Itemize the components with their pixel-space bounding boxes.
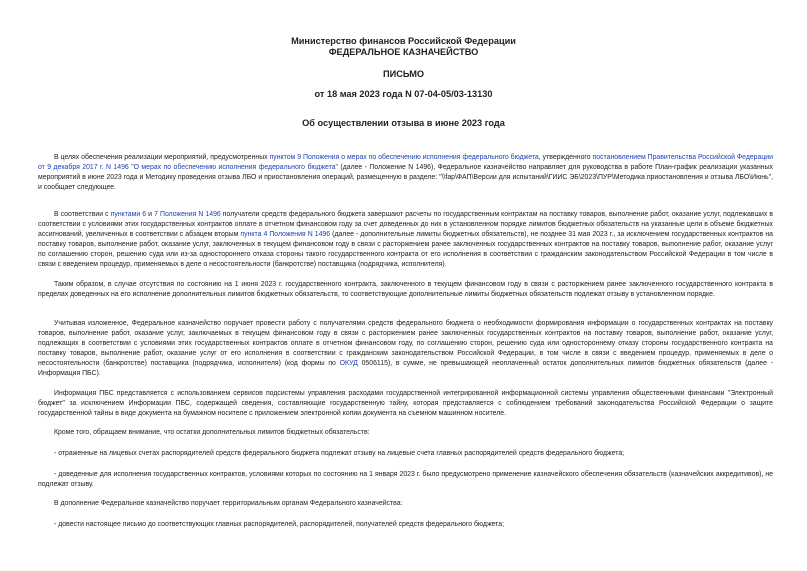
- paragraph: [38, 389, 773, 419]
- paragraph-text: , утвержденного: [538, 154, 593, 161]
- paragraph-text: В дополнение Федеральное казначейство поручает территориальным органам Федерального казначейства:: [54, 500, 403, 507]
- document-subject: Об осуществлении отзыва в июне 2023 года: [302, 118, 505, 128]
- document-link[interactable]: пункта 4 Положения N 1496: [240, 230, 331, 238]
- document-link[interactable]: 7 Положения N 1496: [154, 211, 221, 218]
- document-link[interactable]: ОКУД: [339, 359, 358, 367]
- document-link[interactable]: пунктами 6: [110, 211, 147, 218]
- document-link[interactable]: постановлением Правительства Российской Федерации от 9 декабря 2017 г. N 1496 "О мерах по обеспечению исполнения федерального бюджета": [38, 154, 773, 171]
- paragraph-text: Кроме того, обращаем внимание, что остатки дополнительных лимитов бюджетных обязательств:: [54, 429, 370, 436]
- paragraph-text: (далее - дополнительные лимиты бюджетных обязательств), не позднее 31 мая 2023 г., за исключением государственных контрактов на поставку товаров, выполнение работ, оказание услуг, заключенных в текущем финансовом году в связи с расторжением ранее заключенных государственных контрактов на поставку товаров, выполнение работ, оказание услуг по соглашению сторон, решению суда или из-за одностороннего отказа стороны такого государственного контракта от его исполнения в соответствии с гражданским законодательством Российской Федерации в том числе в связи с введением процедур, применяемых в деле о несостоятельности (банкротстве) поставщика (подрядчика, исполнителя).: [38, 230, 773, 268]
- paragraph-text: 0506115), в сумме, не превышающей неоплаченный остаток дополнительных лимитов бюджетных обязательств (далее - Информация ПБС).: [38, 359, 773, 377]
- paragraph-text: В целях обеспечения реализации мероприятий, предусмотренных: [54, 154, 270, 161]
- document-type: ПИСЬМО: [382, 69, 425, 79]
- paragraph-text: - отраженные на лицевых счетах распорядителей средств федерального бюджета подлежат отзыву на лицевые счета главных распорядителей средств федерального бюджета;: [54, 450, 625, 457]
- paragraph: [38, 319, 773, 378]
- paragraph: [38, 470, 773, 490]
- paragraph-text: Информация ПБС представляется с использованием сервисов подсистемы управления расходами государственной интегрированной информационной системы управления общественными финансами "Электронный бюджет" за исключением Информации ПБС, содержащей сведения, составляющие государственную тайну, которая представляется с соблюдением требований законодательства Российской Федерации о защите государственной тайны в виде документа на бумажном носителе с приложением электронной копии документа на съемном машинном носителе.: [38, 390, 773, 417]
- paragraph-text: Таким образом, в случае отсутствия по состоянию на 1 июня 2023 г. государственного контракта, заключенного в текущем финансовом году в связи с расторжением ранее заключенного государственного контракта в пределах доведенных на его исполнение дополнительных лимитов бюджетных обязательств, то соответствующие дополнительные лимиты бюджетных обязательств подлежат отзыву в установленном порядке.: [38, 281, 773, 298]
- paragraph: [38, 210, 773, 269]
- department-name: ФЕДЕРАЛЬНОЕ КАЗНАЧЕЙСТВО: [328, 47, 479, 57]
- paragraph-text: получатели средств федерального бюджета завершают расчеты по государственным контрактам на поставку товаров, выполнение работ, оказание услуг, подлежавших в соответствии с условиями этих государственных контрактов оплате в отчетном финансовом году за счет доведенных до них в установленном порядке лимитов бюджетных обязательств на указанные цели в объеме бюджетных ассигнований, увеличенных в соответствии с абзацем вторым: [38, 211, 773, 238]
- paragraph: [38, 280, 773, 300]
- paragraph-text: и: [146, 211, 155, 218]
- document-link[interactable]: пунктом 9 Положения о мерах по обеспечению исполнения федерального бюджета: [269, 154, 539, 161]
- paragraph: [38, 499, 773, 509]
- paragraph: [38, 428, 773, 438]
- paragraph-text: - доведенные для исполнения государственных контрактов, условиями которых по состоянию на 1 января 2023 г. было предусмотрено применение казначейского обеспечения обязательств (казначейских аккредитивов), не подлежат отзыву.: [38, 471, 773, 488]
- document-number: от 18 мая 2023 года N 07-04-05/03-13130: [314, 89, 493, 99]
- paragraph-text: В соответствии с: [54, 211, 111, 218]
- paragraph: [38, 153, 773, 193]
- paragraph-text: Учитывая изложенное, Федеральное казначейство поручает провести работу с получателями средств федерального бюджета о необходимости формирования информации о государственных контрактах на поставку товаров, выполнение работ, оказание услуг, заключаемых в текущем финансовом году в связи с расторжением ранее заключенных государственных контрактов на поставку товаров, выполнение работ, оказание услуг, подлежащих в соответствии с условиями этих государственных контрактов оплате в отчетном финансовом году, по соглашению сторон, решению суда или одностороннему отказу стороны государственного контракта на поставку товаров, выполнение работ, оказание услуг от его исполнения в соответствии с гражданским законодательством Российской Федерации, в том числе в связи с введением процедур, применяемых в деле о несостоятельности (банкротстве) поставщика (подрядчика, исполнителя) (код формы по: [38, 320, 773, 367]
- org-name: Министерство финансов Российской Федерации: [291, 36, 516, 46]
- paragraph-text: (далее - Положение N 1496), Федеральное казначейство направляет для руководства в работе План-график реализации указанных мероприятий в июне 2023 года и Методику проведения отзыва ЛБО и приостановления операций, размещенную в разделе: "\\fap\ФАП\Версии для испытаний\ГИИС ЭБ\2023\ПУР\Методика приостановления и отзыва ЛБО\Июнь", и сообщает следующее.: [38, 163, 773, 191]
- paragraph-text: - довести настоящее письмо до соответствующих главных распорядителей, распорядителей, получателей средств федерального бюджета;: [54, 521, 504, 528]
- paragraph: [38, 449, 773, 459]
- paragraph: [38, 520, 773, 530]
